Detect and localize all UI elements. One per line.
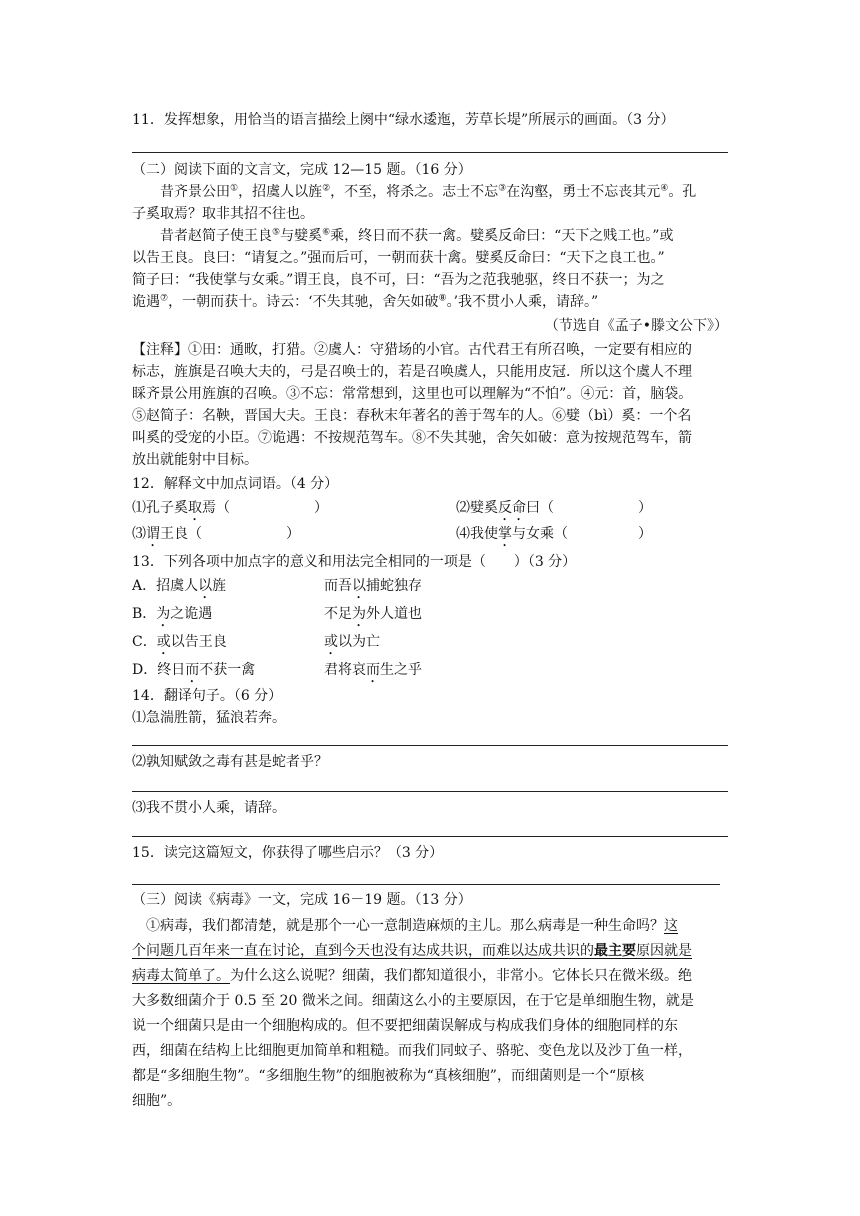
note-ref: ③ [498, 183, 507, 194]
dotted-char: 或 [324, 634, 338, 650]
passage-line: 简子曰：“我使掌与女乘。”谓王良，良不可，曰：“吾为之范我驰驱，终日不获一；为之 [132, 272, 665, 288]
text: 旌 [212, 578, 227, 594]
q12-item-2 [456, 498, 652, 524]
note-line: ⑤赵简子：名鞅，晋国大夫。王良：春秋末年著名的善于驾车的人。⑥嬖（bì）奚：一个名 [132, 408, 692, 424]
underlined-text: 病毒太简单了。 [132, 968, 230, 984]
note-line: 【注释】①田：通畋，打猎。②虞人：守猎场的小官。古代君王有所召唤，一定要有相应的 [132, 342, 692, 358]
text: 不足 [324, 606, 352, 622]
text: D．终日 [132, 662, 186, 678]
text: ） [314, 500, 328, 516]
text: 。’我不贯小人乘，请辞。” [446, 294, 599, 310]
text: ） [638, 526, 652, 542]
note-line: 标志，旌旗是召唤大夫的，弓是召唤士的，若是召唤虞人，只能用皮冠．所以这个虞人不理 [132, 364, 692, 380]
section-2-heading: （二）阅读下面的文言文，完成 12—15 题。（16 分） [132, 162, 472, 178]
passage-line: 以告王良。良曰：“请复之。”强而后可，一朝而获十禽。嬖奚反命曰：“天下之良工也。” [132, 250, 665, 266]
note-line: 叫奚的受宠的小臣。⑦诡遇：不按规范驾车。⑧不失其驰，舍矢如破：意为按规范驾车，箭 [132, 430, 692, 446]
note-line: 放出就能射中目标。 [132, 452, 258, 468]
passage-line [146, 916, 678, 936]
q12-item-4 [456, 524, 652, 550]
text: 乘，终日而不获一禽。嬖奚反命曰：“天下之贱工也。”或 [330, 228, 674, 244]
underlined-text: 原因就是 [636, 943, 692, 959]
passage-line: 说一个细菌只是由一个细胞构成的。但不要把细菌误解成与构成我们身体的细胞同样的东 [132, 1018, 678, 1034]
text: ⑷我使 [456, 526, 498, 542]
dotted-char: 而 [185, 662, 200, 678]
dotted-char: 为 [156, 606, 171, 622]
note-ref: ④ [660, 183, 669, 194]
text: 君将哀 [324, 662, 366, 678]
note-ref: ⑧ [438, 293, 447, 304]
text: 曰（ [526, 500, 554, 516]
text: 捕蛇独存 [366, 578, 422, 594]
q12-item-1 [132, 498, 328, 524]
source-citation: （节选自《孟子•滕文公下》） [544, 318, 728, 334]
question-15: 15．读完这篇短文，你获得了哪些启示？（3 分） [132, 845, 444, 861]
underlined-text: 个问题几百年来一直在讨论，直到今天也没有达成共识，而难以达成共识的 [132, 943, 594, 959]
question-13: 13．下列各项中加点字的意义和用法完全相同的一项是（ ）（3 分） [132, 554, 577, 570]
text: 与女乘（ [512, 526, 568, 542]
text: 王良（ [160, 526, 202, 542]
section-3-heading: （三）阅读《病毒》一文，完成 16－19 题。（13 分） [132, 892, 472, 908]
text: 诡遇 [132, 294, 160, 310]
note-ref: ⑥ [322, 227, 331, 238]
text: A．招虞人 [132, 578, 199, 594]
translate-sentence-1: ⑴急湍胜箭，猛浪若奔。 [132, 710, 286, 726]
passage-line [160, 182, 696, 202]
option-c-compare [324, 632, 380, 658]
translate-sentence-3: ⑶我不贯小人乘，请辞。 [132, 800, 286, 816]
q12-item-3 [132, 524, 300, 550]
passage-line: 子奚取焉？取非其招不往也。 [132, 206, 314, 222]
answer-line[interactable] [132, 745, 728, 746]
answer-line [132, 152, 728, 153]
text: 与嬖奚 [280, 228, 323, 244]
text: 而吾 [324, 578, 352, 594]
text: ，不至，将杀之。志士不忘 [330, 184, 499, 200]
dotted-char: 以 [352, 578, 366, 594]
dotted-word: 谓 [146, 526, 160, 542]
text: 。孔 [668, 184, 697, 200]
option-a-compare [324, 576, 422, 602]
text: 焉（ [202, 500, 230, 516]
underlined-text: 这 [664, 918, 678, 934]
text: C． [132, 634, 157, 650]
note-ref: ⑤ [272, 227, 281, 238]
note-ref: ① [230, 183, 239, 194]
text: ①病毒，我们都清楚，就是那个一心一意制造麻烦的主儿。那么病毒是一种生命吗？ [146, 918, 664, 934]
text: ） [638, 500, 652, 516]
answer-line[interactable] [132, 791, 728, 792]
question-11: 11．发挥想象，用恰当的语言描绘上阕中“绿水逶迤，芳草长堤”所展示的画面。（3 分） [132, 112, 675, 128]
question-14: 14．翻译句子。（6 分） [132, 688, 283, 704]
passage-line: 大多数细菌介于 0.5 至 20 微米之间。细菌这么小的主要原因，在于它是单细胞生物，就是 [132, 993, 694, 1009]
text: 不获一禽 [199, 662, 256, 678]
text: ⑴孔子奚 [132, 500, 188, 516]
option-c[interactable] [132, 632, 227, 658]
text: 为什么这么说呢？细菌，我们都知道很小，非常小。它体长只在微米级。绝 [230, 968, 692, 984]
passage-line: 都是“多细胞生物”。“多细胞生物”的细胞被称为“真核细胞”，而细菌则是一个“原核 [132, 1068, 645, 1084]
option-d[interactable] [132, 660, 255, 686]
text: 昔者赵简子使王良 [160, 228, 272, 244]
dotted-word: 掌 [498, 526, 512, 542]
text: 以为亡 [338, 634, 380, 650]
dotted-word: 取 [188, 500, 202, 516]
answer-line[interactable] [132, 884, 720, 885]
text: ⑶ [132, 526, 146, 542]
text: 在沟壑，勇士不忘丧其元 [506, 184, 661, 200]
dotted-char: 而 [366, 662, 380, 678]
dotted-char: 以 [198, 578, 213, 594]
option-d-compare [324, 660, 422, 686]
option-a[interactable] [132, 576, 226, 602]
text: 外人道也 [366, 606, 422, 622]
text: ） [286, 526, 300, 542]
text: B． [132, 606, 157, 622]
answer-line[interactable] [132, 836, 728, 837]
text: 昔齐景公田 [160, 184, 230, 200]
text: ⑵嬖奚 [456, 500, 498, 516]
note-ref: ② [322, 183, 331, 194]
bold-underlined-text: 最主要 [594, 943, 636, 959]
passage-line: 西，细菌在结构上比细胞更加简单和粗糙。而我们同蚊子、骆驼、变色龙以及沙丁鱼一样， [132, 1043, 692, 1059]
option-b-compare [324, 604, 422, 630]
translate-sentence-2: ⑵孰知赋敛之毒有甚是蛇者乎？ [132, 754, 328, 770]
text: 以告王良 [170, 634, 227, 650]
passage-line: 细胞”。 [132, 1093, 182, 1109]
dotted-word: 反命 [498, 500, 526, 516]
text: ，一朝而获十。诗云：‘不失其驰，舍矢如破 [168, 294, 439, 310]
passage-line [132, 292, 598, 312]
text: 生之乎 [380, 662, 422, 678]
text: ，招虞人以旌 [238, 184, 323, 200]
passage-line [132, 966, 692, 986]
option-b[interactable] [132, 604, 212, 630]
passage-line [160, 226, 673, 246]
dotted-char: 为 [352, 606, 366, 622]
note-line: 睬齐景公用旌旗的召唤。③不忘：常常想到，这里也可以理解为“不怕”。④元：首，脑袋。 [132, 386, 693, 402]
passage-line [132, 941, 692, 961]
text: 之诡遇 [170, 606, 213, 622]
question-12: 12．解释文中加点词语。（4 分） [132, 476, 339, 492]
note-ref: ⑦ [160, 293, 169, 304]
dotted-char: 或 [156, 634, 171, 650]
